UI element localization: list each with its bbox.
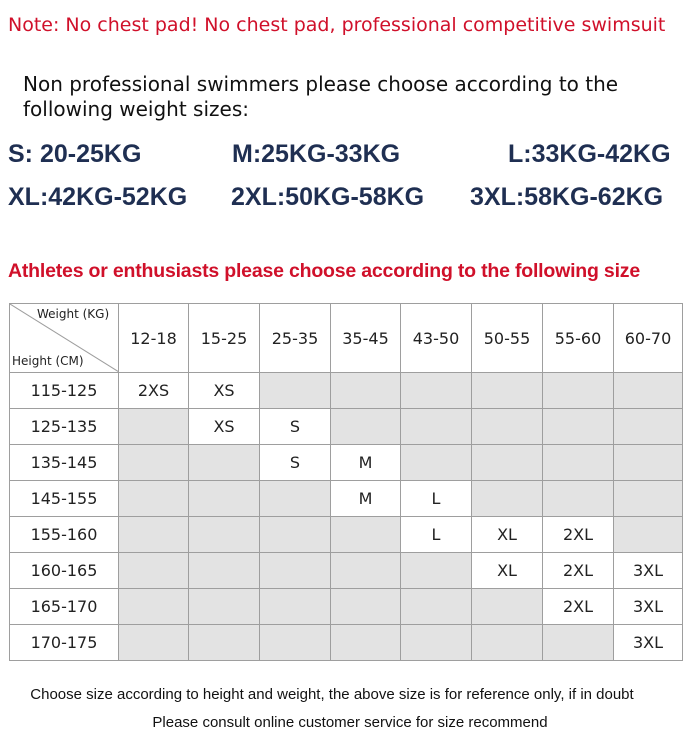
- empty-cell: [331, 409, 401, 445]
- empty-cell: [543, 625, 614, 661]
- empty-cell: [401, 373, 472, 409]
- size-cell: L: [401, 481, 472, 517]
- empty-cell: [401, 589, 472, 625]
- height-axis-label: Height (CM): [12, 354, 84, 368]
- empty-cell: [472, 373, 543, 409]
- empty-cell: [119, 589, 189, 625]
- empty-cell: [472, 481, 543, 517]
- empty-cell: [543, 481, 614, 517]
- empty-cell: [119, 409, 189, 445]
- empty-cell: [119, 445, 189, 481]
- empty-cell: [189, 553, 260, 589]
- size-cell: M: [331, 445, 401, 481]
- empty-cell: [614, 373, 683, 409]
- table-row: [10, 517, 683, 553]
- empty-cell: [331, 517, 401, 553]
- size-cell: 2XS: [119, 373, 189, 409]
- footer-line-2: Please consult online customer service for size recommend: [152, 714, 548, 731]
- empty-cell: [401, 409, 472, 445]
- empty-cell: [614, 517, 683, 553]
- table-row: [10, 373, 683, 409]
- size-2xl: 2XL:50KG-58KG: [231, 183, 425, 211]
- empty-cell: [260, 373, 331, 409]
- size-cell: 3XL: [614, 553, 683, 589]
- table-row: [10, 445, 683, 481]
- size-cell: S: [260, 409, 331, 445]
- height-row-label: 160-165: [10, 553, 119, 589]
- empty-cell: [119, 481, 189, 517]
- height-row-label: 135-145: [10, 445, 119, 481]
- weight-col-header: 15-25: [189, 304, 260, 373]
- table-row: [10, 625, 683, 661]
- note-text: Note: No chest pad! No chest pad, professional competitive swimsuit: [8, 14, 666, 36]
- size-xl: XL:42KG-52KG: [8, 183, 188, 211]
- empty-cell: [614, 481, 683, 517]
- height-row-label: 165-170: [10, 589, 119, 625]
- size-cell: 3XL: [614, 589, 683, 625]
- empty-cell: [331, 589, 401, 625]
- empty-cell: [119, 625, 189, 661]
- size-s: S: 20-25KG: [8, 140, 142, 168]
- weight-header-row: [10, 304, 683, 373]
- table-row: [10, 409, 683, 445]
- athletes-heading: Athletes or enthusiasts please choose according to the following size: [8, 260, 640, 282]
- weight-col-header: 60-70: [614, 304, 683, 373]
- size-3xl: 3XL:58KG-62KG: [470, 183, 664, 211]
- weight-sizes-row-2: [0, 183, 700, 223]
- empty-cell: [189, 589, 260, 625]
- size-m: M:25KG-33KG: [232, 140, 401, 168]
- empty-cell: [189, 481, 260, 517]
- size-cell: L: [401, 517, 472, 553]
- table-row: [10, 481, 683, 517]
- size-table-body: [10, 373, 683, 661]
- height-row-label: 155-160: [10, 517, 119, 553]
- empty-cell: [189, 625, 260, 661]
- size-cell: 2XL: [543, 589, 614, 625]
- size-l: L:33KG-42KG: [508, 140, 671, 168]
- height-row-label: 115-125: [10, 373, 119, 409]
- size-cell: 3XL: [614, 625, 683, 661]
- empty-cell: [472, 409, 543, 445]
- empty-cell: [614, 445, 683, 481]
- size-cell: XL: [472, 553, 543, 589]
- size-cell: XS: [189, 409, 260, 445]
- empty-cell: [260, 589, 331, 625]
- weight-axis-label: Weight (KG): [37, 307, 110, 321]
- empty-cell: [401, 553, 472, 589]
- height-row-label: 170-175: [10, 625, 119, 661]
- height-row-label: 145-155: [10, 481, 119, 517]
- empty-cell: [401, 625, 472, 661]
- size-cell: 2XL: [543, 517, 614, 553]
- weight-col-header: 43-50: [401, 304, 472, 373]
- footer-line-1: Choose size according to height and weight, the above size is for reference only, if in doubt: [30, 686, 634, 703]
- empty-cell: [472, 589, 543, 625]
- size-cell: M: [331, 481, 401, 517]
- weight-col-header: 25-35: [260, 304, 331, 373]
- empty-cell: [119, 517, 189, 553]
- empty-cell: [119, 553, 189, 589]
- empty-cell: [189, 517, 260, 553]
- empty-cell: [543, 409, 614, 445]
- empty-cell: [189, 445, 260, 481]
- empty-cell: [401, 445, 472, 481]
- empty-cell: [543, 445, 614, 481]
- empty-cell: [331, 373, 401, 409]
- intro-text: Non professional swimmers please choose according to the following weight sizes:: [23, 72, 619, 121]
- table-row: [10, 553, 683, 589]
- empty-cell: [472, 445, 543, 481]
- empty-cell: [331, 553, 401, 589]
- table-row: [10, 589, 683, 625]
- size-chart-table: [9, 303, 683, 661]
- weight-sizes-row-1: [0, 140, 700, 180]
- empty-cell: [260, 481, 331, 517]
- size-cell: 2XL: [543, 553, 614, 589]
- empty-cell: [543, 373, 614, 409]
- weight-col-header: 50-55: [472, 304, 543, 373]
- empty-cell: [260, 553, 331, 589]
- size-cell: XL: [472, 517, 543, 553]
- weight-col-header: 35-45: [331, 304, 401, 373]
- weight-col-header: 55-60: [543, 304, 614, 373]
- weight-col-header: 12-18: [119, 304, 189, 373]
- size-cell: XS: [189, 373, 260, 409]
- height-row-label: 125-135: [10, 409, 119, 445]
- size-cell: S: [260, 445, 331, 481]
- empty-cell: [260, 625, 331, 661]
- empty-cell: [472, 625, 543, 661]
- empty-cell: [614, 409, 683, 445]
- corner-header: [10, 304, 119, 373]
- empty-cell: [260, 517, 331, 553]
- empty-cell: [331, 625, 401, 661]
